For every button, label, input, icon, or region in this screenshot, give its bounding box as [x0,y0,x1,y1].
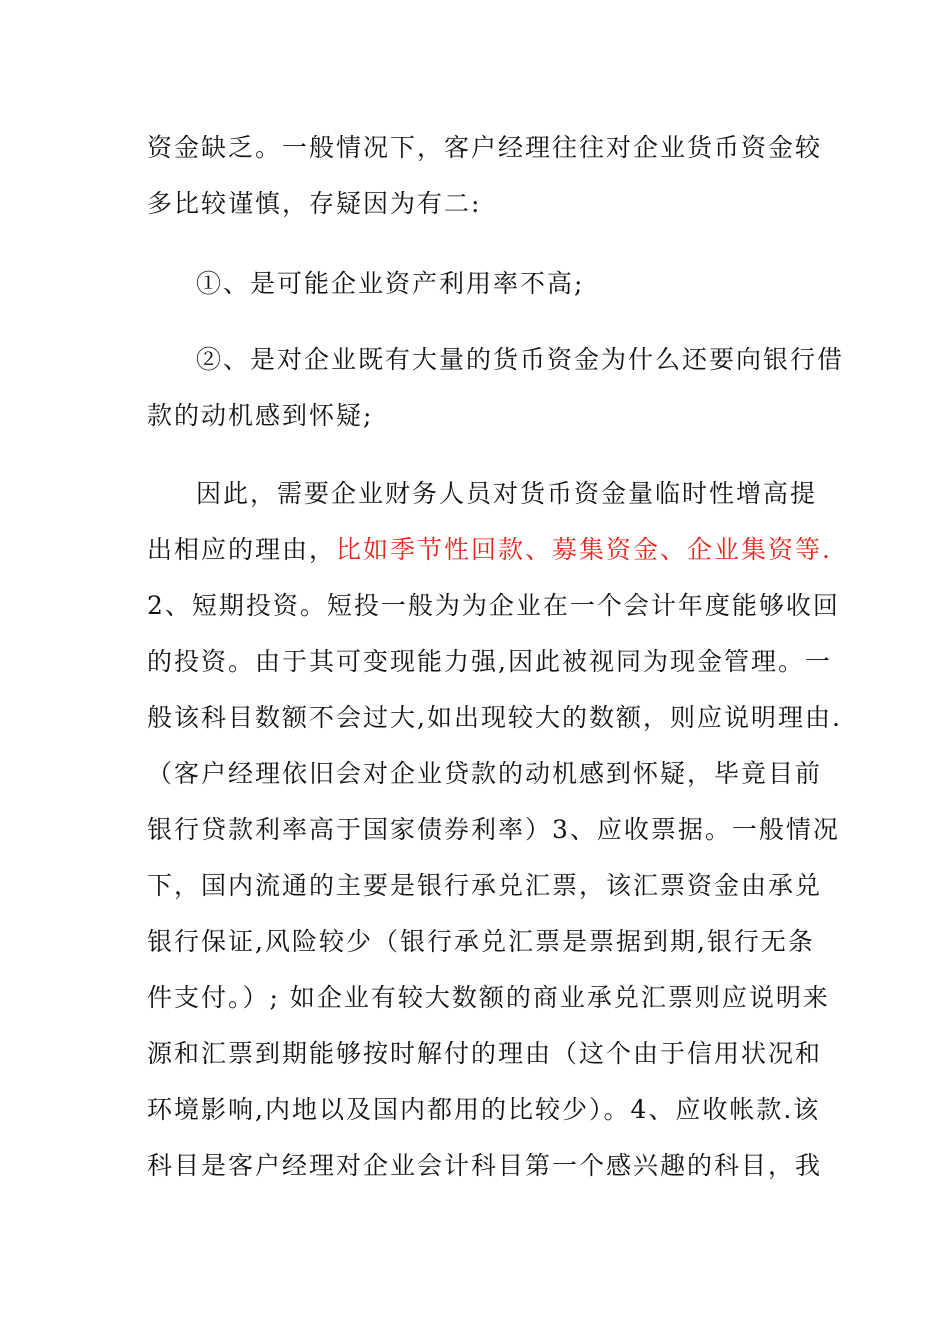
list-item-1: ①、是可能企业资产利用率不高; [196,269,585,298]
paragraph-line: 的投资。由于其可变现能力强,因此被视同为现金管理。一 [147,647,832,676]
paragraph-line: 银行保证,风险较少（银行承兑汇票是票据到期,银行无条 [147,927,815,956]
paragraph-line: 多比较谨慎，存疑因为有二: [147,189,482,218]
paragraph-line [147,530,832,570]
reason-text: 出相应的理由， [147,535,337,564]
paragraph-line: 资金缺乏。一般情况下，客户经理往往对企业货币资金较 [147,133,823,162]
paragraph-line: 下，国内流通的主要是银行承兑汇票，该汇票资金由承兑 [147,871,823,900]
paragraph-line: 环境影响,内地以及国内都用的比较少）。4、应收帐款.该 [147,1095,821,1124]
list-item-2: ②、是对企业既有大量的货币资金为什么还要向银行借 [196,345,845,374]
paragraph-line: 源和汇票到期能够按时解付的理由（这个由于信用状况和 [147,1039,823,1068]
highlighted-examples: 比如季节性回款、募集资金、企业集资等. [336,535,832,564]
paragraph-line: 银行贷款利率高于国家债券利率）3、应收票据。一般情况 [147,815,840,844]
paragraph-line: 因此，需要企业财务人员对货币资金量临时性增高提 [196,479,818,508]
list-item-2-continued: 款的动机感到怀疑; [147,401,374,430]
paragraph-line: 科目是客户经理对企业会计科目第一个感兴趣的科目，我 [147,1151,823,1180]
paragraph-line: 件支付。）; 如企业有较大数额的商业承兑汇票则应说明来 [147,983,830,1012]
paragraph-line: （客户经理依旧会对企业贷款的动机感到怀疑，毕竟目前 [147,759,823,788]
paragraph-line: 般该科目数额不会过大,如出现较大的数额，则应说明理由. [147,703,842,732]
paragraph-line: 2、短期投资。短投一般为为企业在一个会计年度能够收回 [147,591,840,620]
